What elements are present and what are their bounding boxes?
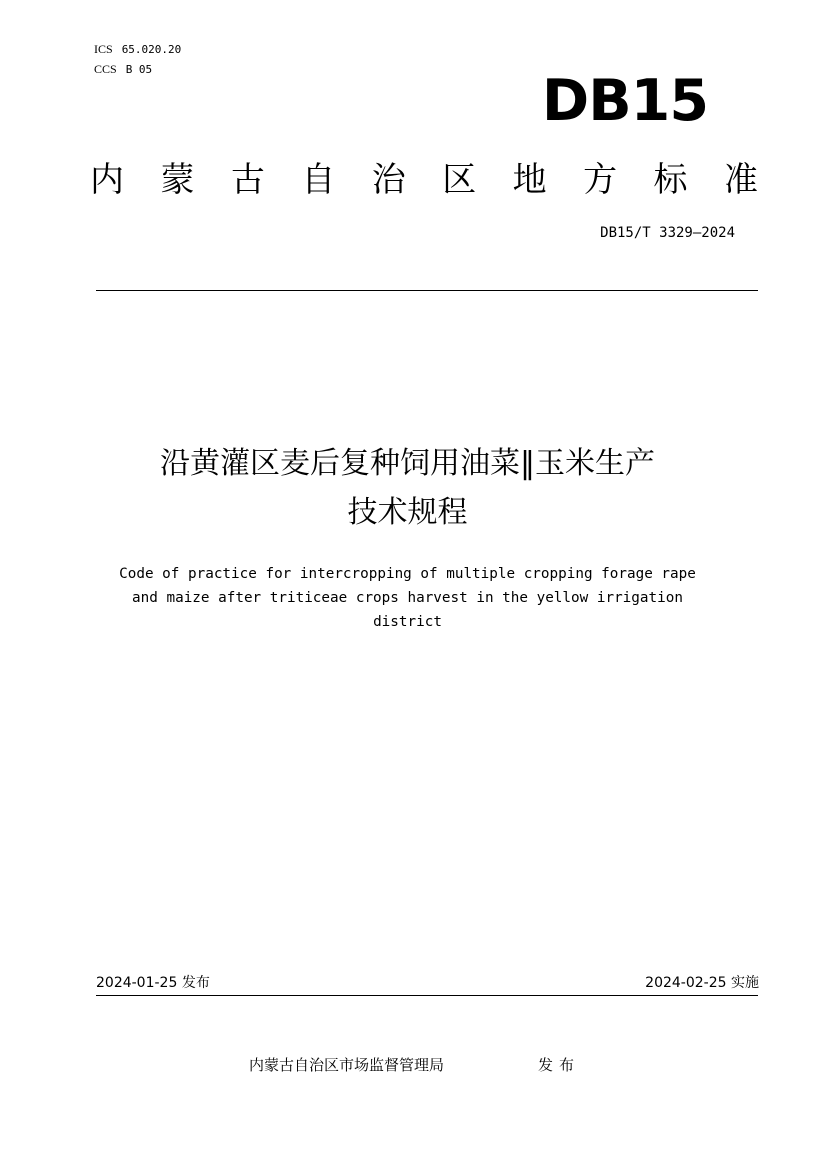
title-en-line-2: and maize after triticeae crops harvest in the yellow irrigation <box>132 590 683 606</box>
standard-number: DB15/T 3329—2024 <box>600 225 735 241</box>
top-divider <box>96 290 758 291</box>
implement-date-line <box>645 973 759 993</box>
bottom-divider <box>96 995 758 996</box>
standard-type-char: 方 <box>583 160 618 200</box>
standard-type-char: 准 <box>723 160 758 200</box>
title-zh-line-2: 技术规程 <box>347 495 468 530</box>
ics-label: ICS <box>94 42 113 56</box>
standard-type-char: 古 <box>230 160 265 200</box>
publish-date: 2024-01-25 <box>96 975 178 991</box>
standard-type-char: 地 <box>512 160 547 200</box>
standard-type-char: 区 <box>442 160 477 200</box>
standard-type-char: 标 <box>653 160 688 200</box>
title-en-line-1: Code of practice for intercropping of multiple cropping forage rape <box>119 566 696 582</box>
ccs-label: CCS <box>94 62 117 76</box>
title-en-line-3: district <box>373 614 442 630</box>
ics-line <box>94 42 181 57</box>
publisher-action: 发布 <box>538 1056 581 1074</box>
title-zh-line-1: 沿黄灌区麦后复种饲用油菜‖玉米生产 <box>160 446 655 481</box>
publish-date-line <box>96 973 210 993</box>
standard-type-char: 自 <box>301 160 336 200</box>
publish-label: 发布 <box>181 975 210 991</box>
publisher-name: 内蒙古自治区市场监督管理局 <box>249 1056 445 1074</box>
standard-type-char: 蒙 <box>160 160 195 200</box>
standard-type-char: 内 <box>90 160 124 200</box>
implement-date: 2024-02-25 <box>645 975 727 991</box>
db15-logo: DB15 <box>541 68 708 134</box>
implement-label: 实施 <box>731 975 759 991</box>
ics-value: 65.020.20 <box>121 43 182 56</box>
standard-type-char: 治 <box>371 160 406 200</box>
ccs-value: B 05 <box>125 63 153 76</box>
standard-type-title <box>90 156 758 204</box>
ccs-line <box>94 62 152 77</box>
